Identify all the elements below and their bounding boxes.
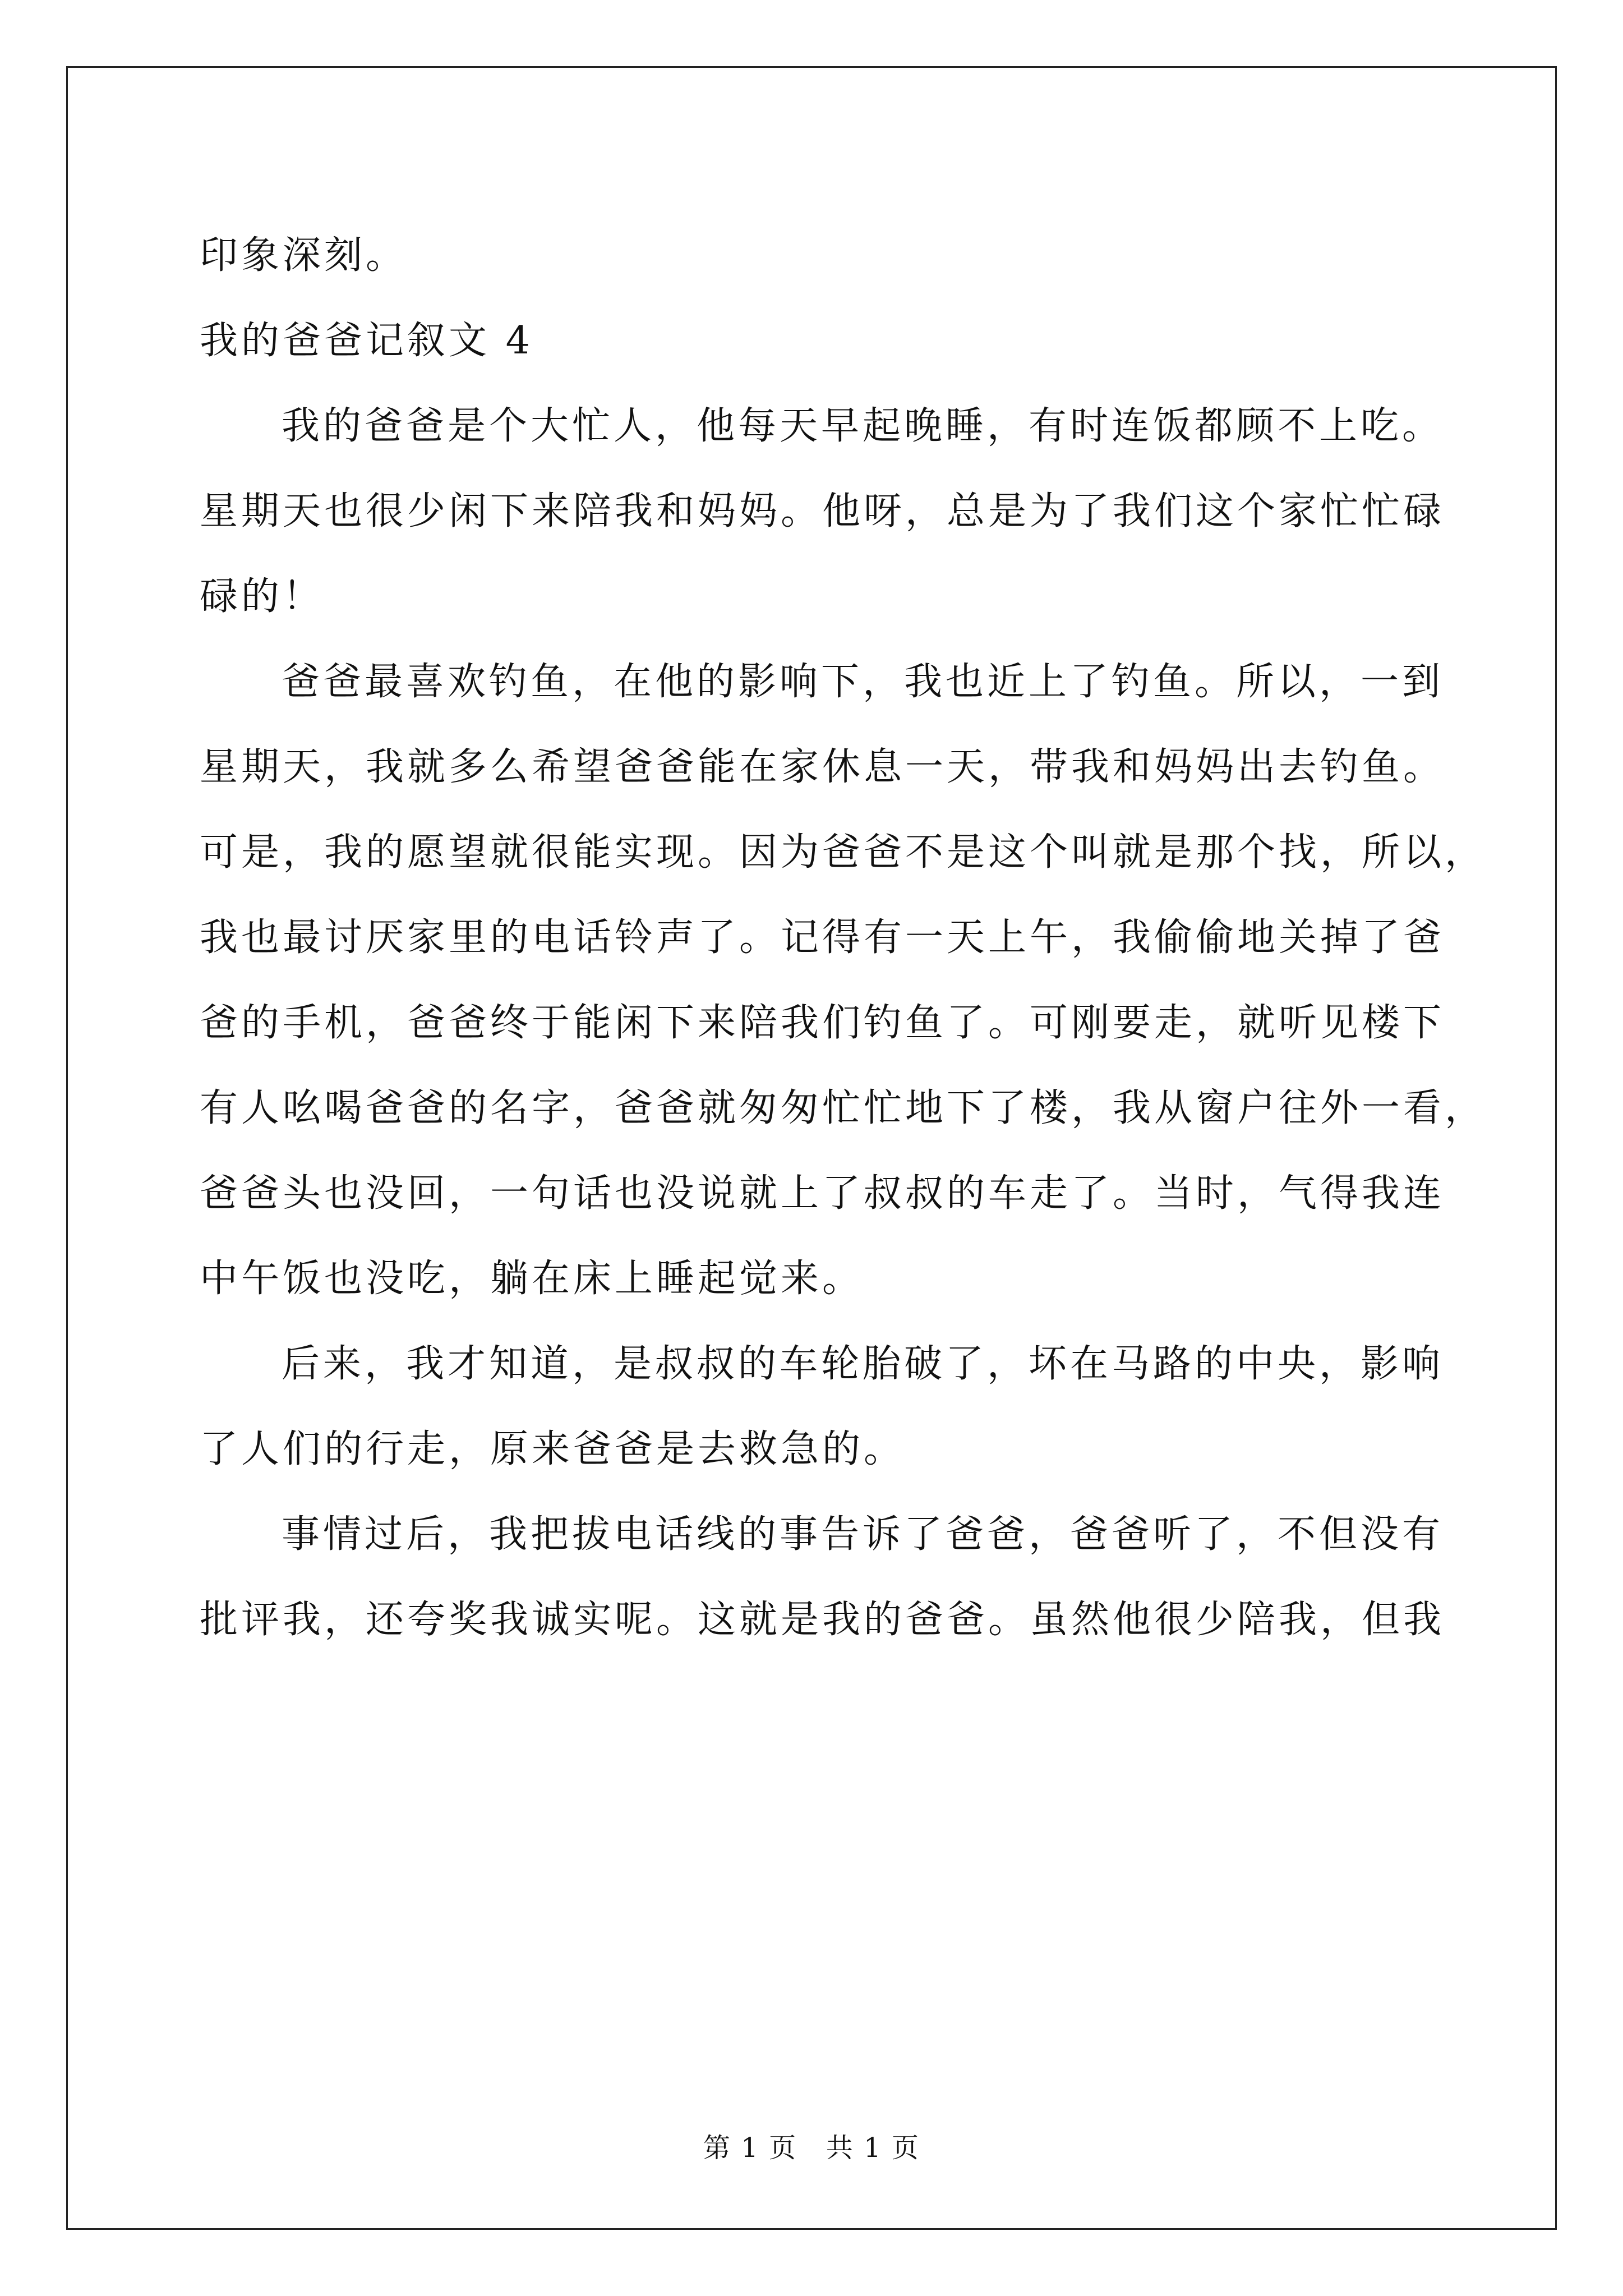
paragraph-line: 事情过后，我把拔电话线的事告诉了爸爸，爸爸听了，不但没有: [282, 1512, 1444, 1557]
paragraph-line: 爸爸头也没回，一句话也没说就上了叔叔的车走了。当时，气得我连: [200, 1171, 1445, 1216]
paragraph-line: 了人们的行走，原来爸爸是去救急的。: [200, 1427, 906, 1471]
paragraph-line: 我也最讨厌家里的电话铃声了。记得有一天上午，我偷偷地关掉了爸: [200, 915, 1445, 960]
text-line: 印象深刻。: [200, 233, 408, 278]
paragraph-line: 批评我，还夸奖我诚实呢。这就是我的爸爸。虽然他很少陪我，但我: [200, 1598, 1445, 1642]
page-number-footer: 第 1 页 共 1 页: [703, 2132, 920, 2164]
paragraph-line: 星期天也很少闲下来陪我和妈妈。他呀，总是为了我们这个家忙忙碌: [200, 489, 1445, 533]
paragraph-line: 中午饭也没吃，躺在床上睡起觉来。: [200, 1257, 864, 1301]
paragraph-line: 有人吆喝爸爸的名字，爸爸就匆匆忙忙地下了楼，我从窗户往外一看，: [200, 1086, 1487, 1130]
paragraph-line: 后来，我才知道，是叔叔的车轮胎破了，坏在马路的中央，影响: [282, 1342, 1444, 1386]
paragraph-line: 爸的手机，爸爸终于能闲下来陪我们钓鱼了。可刚要走，就听见楼下: [200, 1001, 1445, 1045]
paragraph-line: 爸爸最喜欢钓鱼，在他的影响下，我也近上了钓鱼。所以，一到: [282, 660, 1444, 704]
paragraph-line: 可是，我的愿望就很能实现。因为爸爸不是这个叫就是那个找，所以，: [200, 830, 1487, 875]
section-heading: 我的爸爸记叙文 4: [200, 319, 533, 363]
paragraph-line: 碌的！: [200, 574, 325, 619]
paragraph-line: 我的爸爸是个大忙人，他每天早起晚睡，有时连饭都顾不上吃。: [282, 404, 1444, 448]
paragraph-line: 星期天，我就多么希望爸爸能在家休息一天，带我和妈妈出去钓鱼。: [200, 745, 1445, 789]
